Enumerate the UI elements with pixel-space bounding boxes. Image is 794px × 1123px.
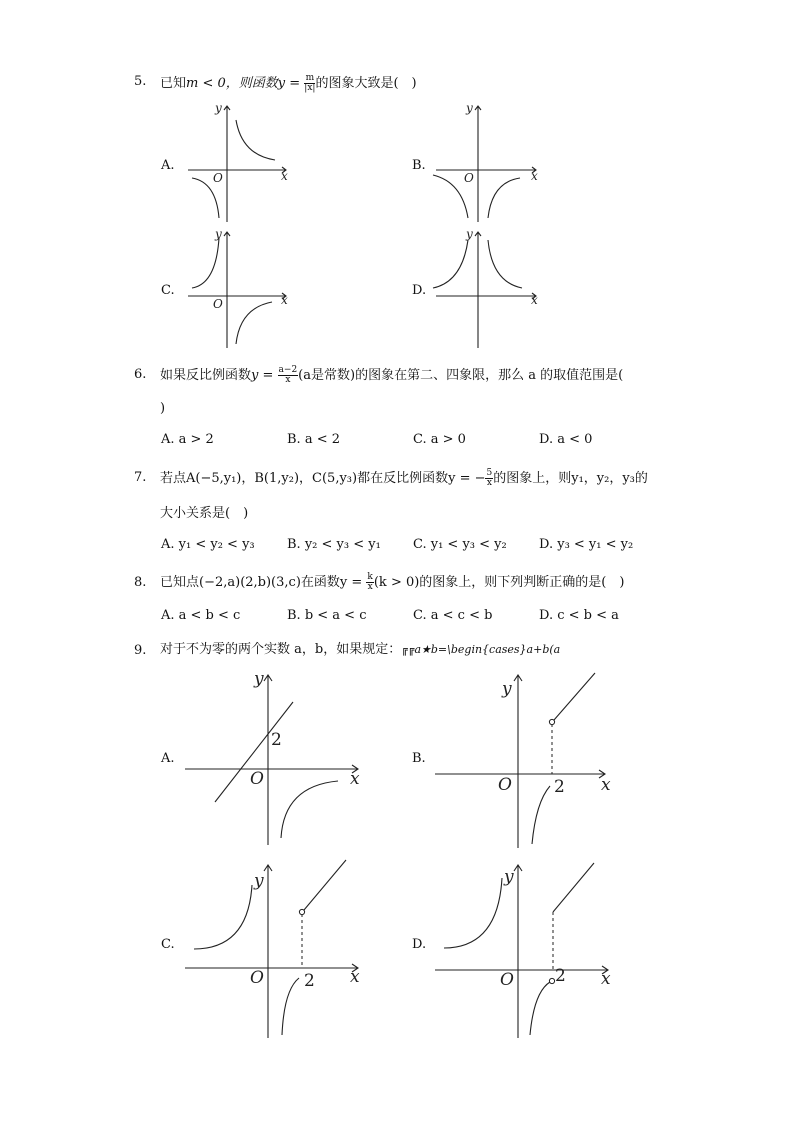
q7-option-d[interactable]: D. y₃ < y₁ < y₂ [539, 537, 634, 552]
svg-text:O: O [250, 968, 264, 988]
svg-text:2: 2 [555, 966, 566, 986]
q8-number: 8. [134, 575, 147, 590]
q6-option-c[interactable]: C. a > 0 [413, 432, 466, 447]
q9-option-c[interactable]: C. [161, 937, 175, 952]
q8-stem: 已知点(−2,a)(2,b)(3,c)在函数y = $\frac{k}{x}$ (k > 0)的图象上，则下列判断正确的是( ) [160, 572, 625, 592]
svg-text:O: O [213, 297, 223, 311]
q5-option-b[interactable]: B. [412, 158, 426, 173]
q7-option-b[interactable]: B. y₂ < y₃ < y₁ [287, 537, 381, 552]
svg-text:y: y [215, 101, 222, 115]
q9-number: 9. [134, 643, 147, 658]
svg-text:x: x [281, 169, 288, 183]
q5-option-a[interactable]: A. [161, 158, 175, 173]
q9-graph-a [180, 670, 370, 850]
svg-text:O: O [464, 171, 474, 185]
q9-graph-c [180, 860, 370, 1040]
svg-text:y: y [502, 679, 512, 699]
q7-option-c[interactable]: C. y₁ < y₃ < y₂ [413, 537, 507, 552]
q7-number: 7. [134, 470, 147, 485]
svg-text:y: y [215, 227, 222, 241]
svg-text:2: 2 [554, 777, 565, 797]
q5-graph-c [180, 226, 300, 351]
q5-number: 5. [134, 74, 147, 89]
svg-text:2: 2 [271, 730, 282, 750]
q8-option-d[interactable]: D. c < b < a [539, 608, 619, 623]
svg-text:y: y [504, 867, 514, 887]
svg-text:O: O [498, 775, 512, 795]
q6-fraction: $\frac{a-2}{x}$ [278, 365, 298, 385]
q6-option-b[interactable]: B. a < 2 [287, 432, 340, 447]
q7-fraction: $\frac{5}{x}$ [486, 468, 493, 488]
svg-text:x: x [350, 769, 360, 789]
svg-text:2: 2 [304, 971, 315, 991]
q7-option-a[interactable]: A. y₁ < y₂ < y₃ [161, 537, 255, 552]
svg-text:O: O [250, 769, 264, 789]
q6-option-a[interactable]: A. a > 2 [161, 432, 214, 447]
q5-cond: m < 0，则函数 [186, 76, 278, 91]
q6-stem: 如果反比例函数y = $\frac{a-2}{x}$ (a是常数)的图象在第二、四象限，那么 a 的取值范围是( [160, 365, 624, 385]
q5-graph-d [428, 226, 548, 351]
svg-text:x: x [531, 293, 538, 307]
q8-option-b[interactable]: B. b < a < c [287, 608, 367, 623]
svg-text:O: O [213, 171, 223, 185]
q5-post: 的图象大致是( ) [315, 76, 417, 91]
q6-number: 6. [134, 367, 147, 382]
q5-pre: 已知 [160, 76, 187, 91]
q8-option-a[interactable]: A. a < b < c [161, 608, 241, 623]
q9-stem: 对于不为零的两个实数 a，b，如果规定：╔╔a★b=\begin{cases}a+b(a [160, 642, 561, 657]
q6-stem-line2: ) [160, 401, 166, 416]
svg-text:x: x [281, 293, 288, 307]
svg-text:x: x [531, 169, 538, 183]
q5-graph-a [180, 100, 300, 225]
q5-graph-b [428, 100, 548, 225]
svg-text:y: y [466, 101, 473, 115]
q5-y: y = [277, 76, 305, 91]
curve-1 [236, 120, 275, 160]
svg-text:y: y [466, 227, 473, 241]
q9-graph-d [430, 860, 625, 1040]
q9-garbled-formula: ╔╔a★b=\begin{cases}a+b(a [401, 643, 561, 656]
q8-fraction: $\frac{k}{x}$ [367, 572, 373, 592]
q5-stem [160, 74, 417, 93]
svg-text:x: x [601, 775, 611, 795]
q7-stem: 若点A(−5,y₁)，B(1,y₂)，C(5,y₃)都在反比例函数y = − $\frac{5}{x}$ 的图象上，则y₁，y₂，y₃的 [160, 468, 648, 488]
q5-option-c[interactable]: C. [161, 283, 175, 298]
svg-text:x: x [601, 969, 611, 989]
svg-text:x: x [350, 967, 360, 987]
q9-option-b[interactable]: B. [412, 751, 426, 766]
q5-fraction: $\frac{m}{|x|}$ [304, 73, 316, 93]
q9-option-a[interactable]: A. [161, 751, 175, 766]
q9-graph-b [430, 670, 625, 850]
svg-text:O: O [500, 970, 514, 990]
q6-option-d[interactable]: D. a < 0 [539, 432, 593, 447]
q8-option-c[interactable]: C. a < c < b [413, 608, 493, 623]
q9-option-d[interactable]: D. [412, 937, 427, 952]
q5-option-d[interactable]: D. [412, 283, 427, 298]
svg-text:y: y [254, 669, 264, 689]
svg-text:y: y [254, 871, 264, 891]
q7-stem-line2: 大小关系是( ) [160, 506, 249, 521]
